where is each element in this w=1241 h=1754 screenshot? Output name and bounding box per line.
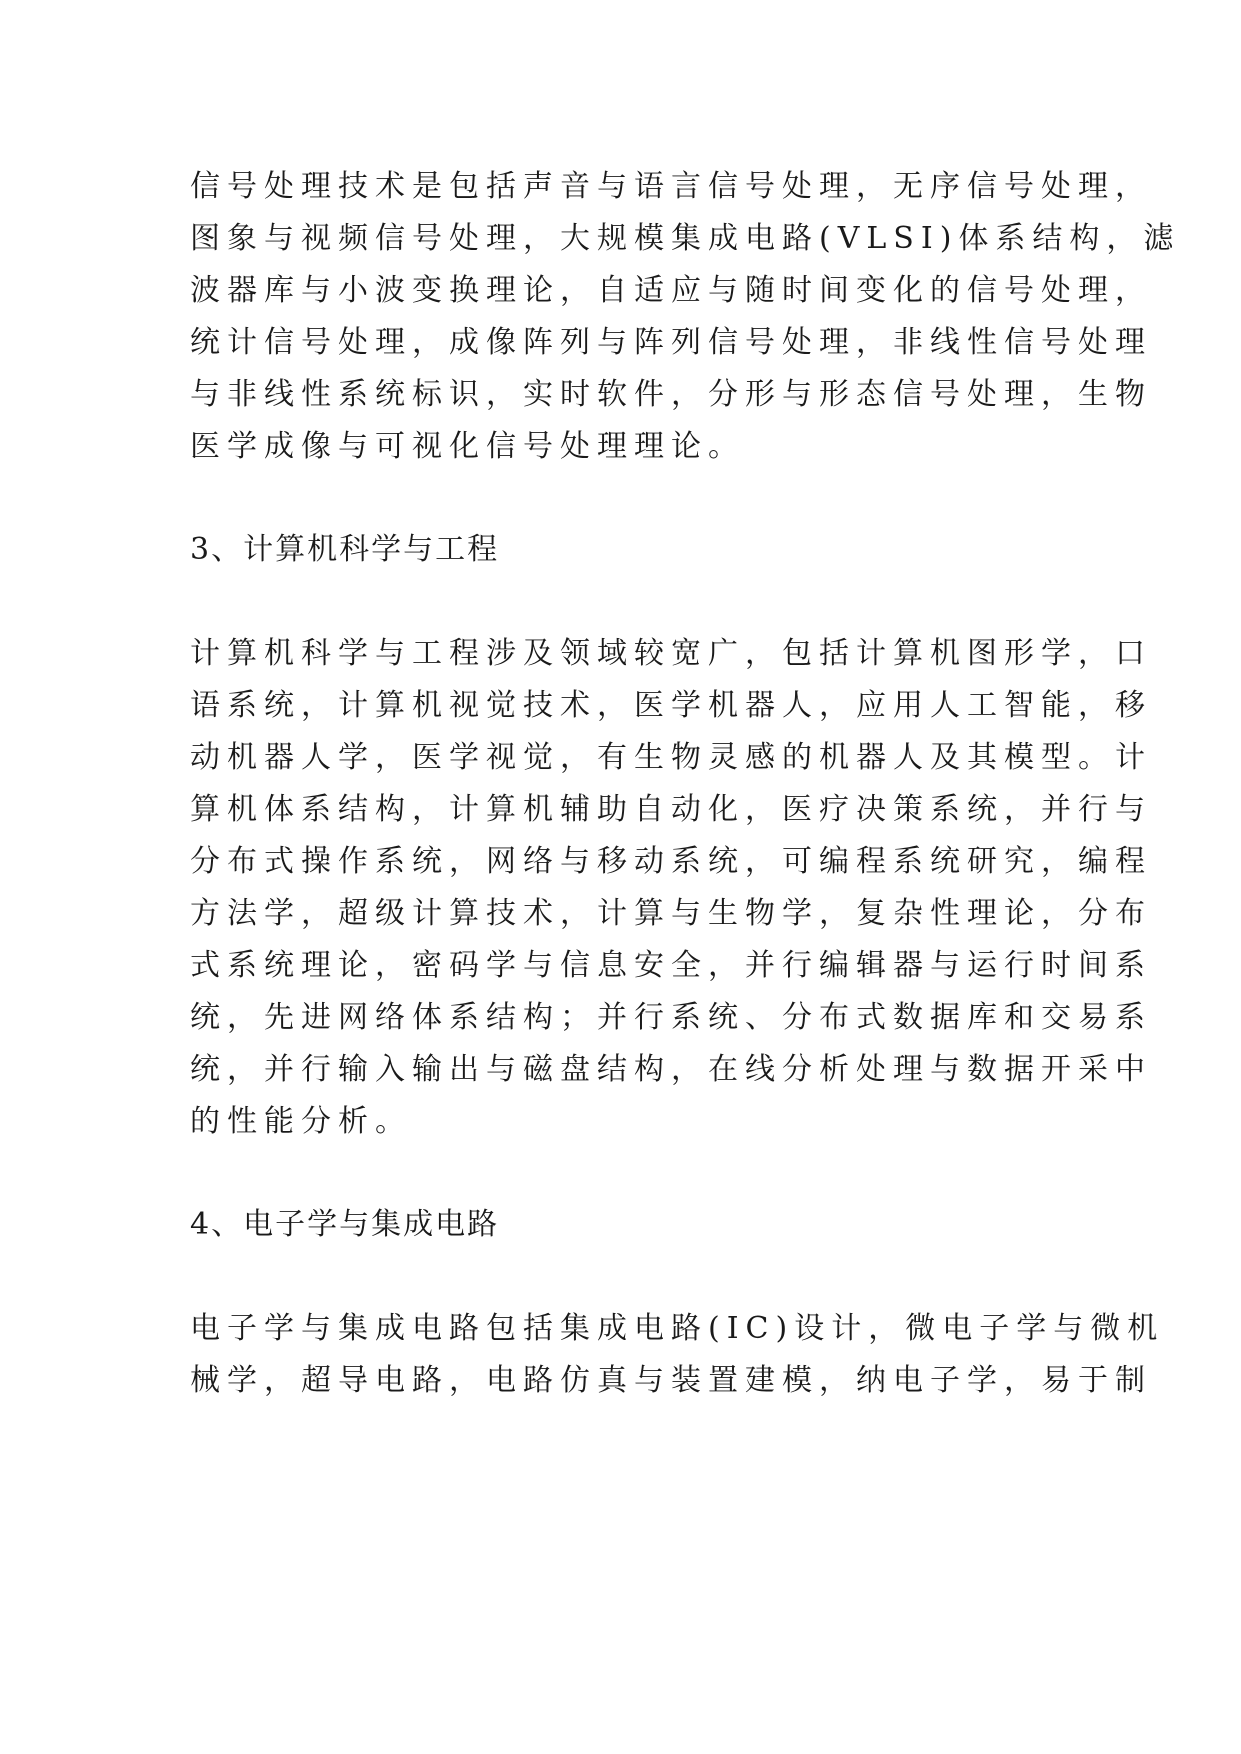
paragraph-3-line: 械学，超导电路，电路仿真与装置建模，纳电子学，易于制 <box>190 1363 1152 1398</box>
paragraph-2-line: 的性能分析。 <box>190 1104 412 1139</box>
section-heading-3: 3、计算机科学与工程 <box>190 532 500 567</box>
paragraph-2-line: 算机体系结构，计算机辅助自动化，医疗决策系统，并行与 <box>190 792 1152 827</box>
paragraph-1-line: 波器库与小波变换理论，自适应与随时间变化的信号处理， <box>190 273 1152 308</box>
paragraph-2-line: 统，先进网络体系结构；并行系统、分布式数据库和交易系 <box>190 1000 1152 1035</box>
paragraph-2-line: 语系统，计算机视觉技术，医学机器人，应用人工智能，移 <box>190 688 1152 723</box>
paragraph-2-line: 分布式操作系统，网络与移动系统，可编程系统研究，编程 <box>190 844 1152 879</box>
paragraph-2-line: 计算机科学与工程涉及领域较宽广，包括计算机图形学，口 <box>190 636 1152 671</box>
section-heading-4: 4、电子学与集成电路 <box>190 1207 500 1242</box>
paragraph-2-line: 动机器人学，医学视觉，有生物灵感的机器人及其模型。计 <box>190 740 1152 775</box>
paragraph-1-line: 统计信号处理，成像阵列与阵列信号处理，非线性信号处理 <box>190 325 1152 360</box>
paragraph-2-line: 统，并行输入输出与磁盘结构，在线分析处理与数据开采中 <box>190 1052 1152 1087</box>
paragraph-1-line: 医学成像与可视化信号处理理论。 <box>190 429 745 464</box>
paragraph-3-line: 电子学与集成电路包括集成电路(IC)设计，微电子学与微机 <box>190 1311 1165 1346</box>
paragraph-1-line: 图象与视频信号处理，大规模集成电路(VLSI)体系结构，滤 <box>190 221 1181 256</box>
paragraph-1-line: 与非线性系统标识，实时软件，分形与形态信号处理，生物 <box>190 377 1152 412</box>
paragraph-1-line: 信号处理技术是包括声音与语言信号处理，无序信号处理， <box>190 169 1152 204</box>
paragraph-2-line: 方法学，超级计算技术，计算与生物学，复杂性理论，分布 <box>190 896 1152 931</box>
paragraph-2-line: 式系统理论，密码学与信息安全，并行编辑器与运行时间系 <box>190 948 1152 983</box>
